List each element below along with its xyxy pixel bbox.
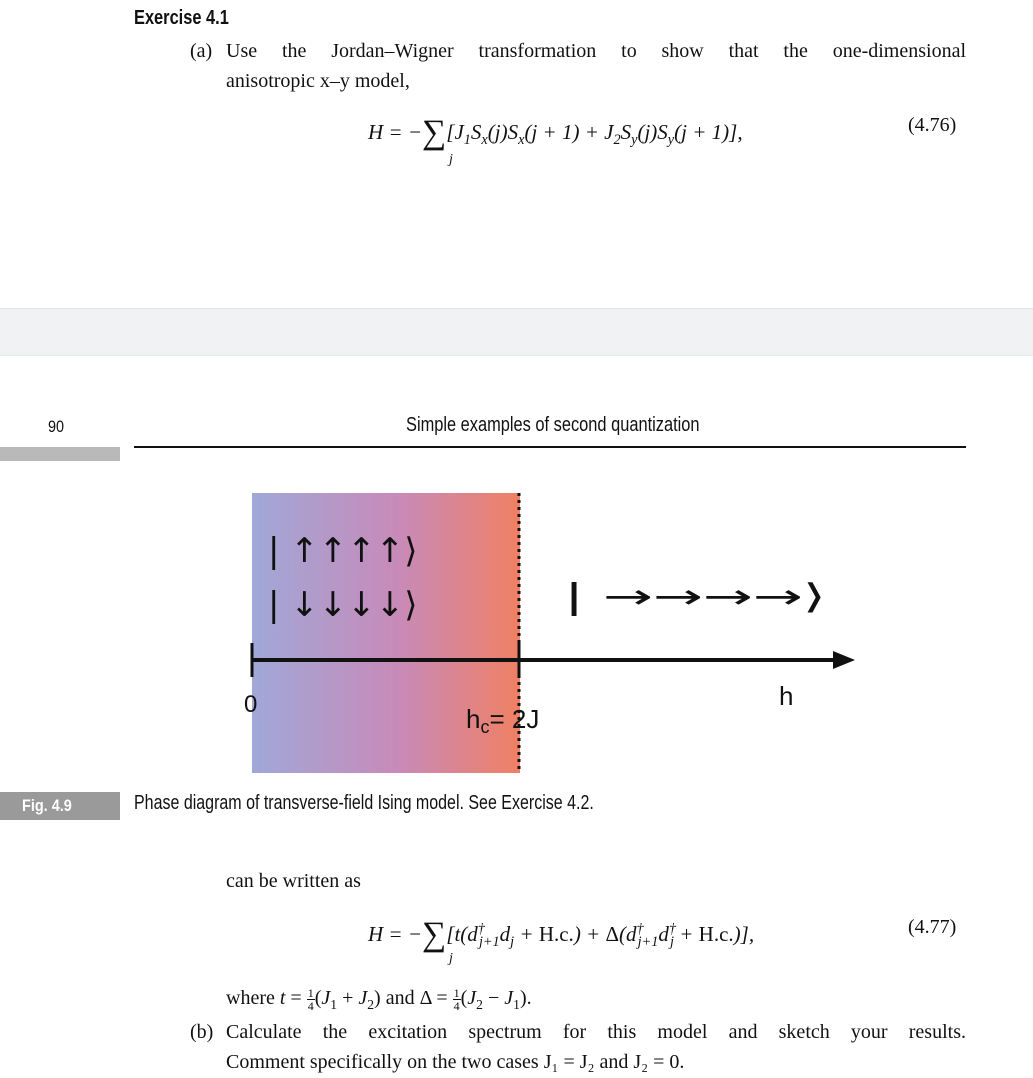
equation-number-4-77: (4.77) <box>908 916 957 938</box>
eq1-lhs: H = − <box>368 120 423 144</box>
page-break-band <box>0 308 1033 356</box>
can-be-written: can be written as <box>226 870 361 892</box>
exercise-title: Exercise 4.1 <box>134 7 229 29</box>
figure-badge <box>0 792 120 820</box>
eq1-sum-index: j <box>449 152 453 167</box>
equation-number-4-76: (4.76) <box>908 114 957 136</box>
hc-value: = 2J <box>489 704 540 734</box>
where-definitions: where t = $\frac{1}{4}$ $(J_1 + J_2)$ and Δ = $\frac{1}{4}$ $(J_2 - J_1)$. <box>226 986 532 1013</box>
part-a-line-2: anisotropic x–y model, <box>226 70 410 92</box>
figure-badge-text: Fig. 4.9 <box>22 796 72 815</box>
ferro-state-up: | ↑↑↑↑⟩ <box>268 531 418 571</box>
part-b-line-2: Comment specifically on the two cases J₁ = J₂ and J₂ = 0. <box>226 1051 685 1073</box>
sum-symbol: ∑ <box>422 114 447 151</box>
header-rule <box>134 446 966 448</box>
eq2-sum-index: j <box>449 951 453 966</box>
eq2-body: $[t(d^\dagger_{j+1}d_j + H.c.) + \Delta(d^\dagger_{j+1}d^\dagger_j + H.c.)]$, <box>446 921 755 951</box>
ferro-state-down: | ↓↓↓↓⟩ <box>268 585 418 625</box>
part-a-line-1: Use the Jordan–Wigner transformation to show that the one-dimensional <box>226 40 966 62</box>
part-a-label: (a) <box>190 40 213 62</box>
axis-label-zero: 0 <box>244 691 258 718</box>
axis-label-hc <box>466 704 539 737</box>
axis-arrowhead <box>833 651 855 669</box>
running-head: Simple examples of second quantization <box>406 414 700 436</box>
equation-4-76 <box>368 110 743 149</box>
eq2-lhs: H = − <box>368 922 423 946</box>
page-number: 90 <box>48 417 65 436</box>
eq1-body: $[J_1S_x(j)S_x(j + 1) + J_2S_y(j)S_y(j + 1)]$, <box>446 120 743 149</box>
equation-4-77 <box>368 912 754 951</box>
phase-diagram-figure <box>0 480 1033 780</box>
part-b-line-1: Calculate the excitation spectrum for this model and sketch your results. <box>226 1021 966 1043</box>
hc-h: h <box>466 704 481 734</box>
margin-bar <box>0 447 120 461</box>
sum-symbol-2: ∑ <box>422 916 447 953</box>
part-b-label: (b) <box>190 1021 214 1043</box>
paramagnetic-state: | →→→→⟩ <box>564 577 826 617</box>
hc-subscript: c <box>480 717 490 737</box>
figure-caption: Phase diagram of transverse-field Ising model. See Exercise 4.2. <box>134 792 594 814</box>
axis-label-h: h <box>779 681 794 711</box>
where-prefix: where <box>226 987 275 1010</box>
